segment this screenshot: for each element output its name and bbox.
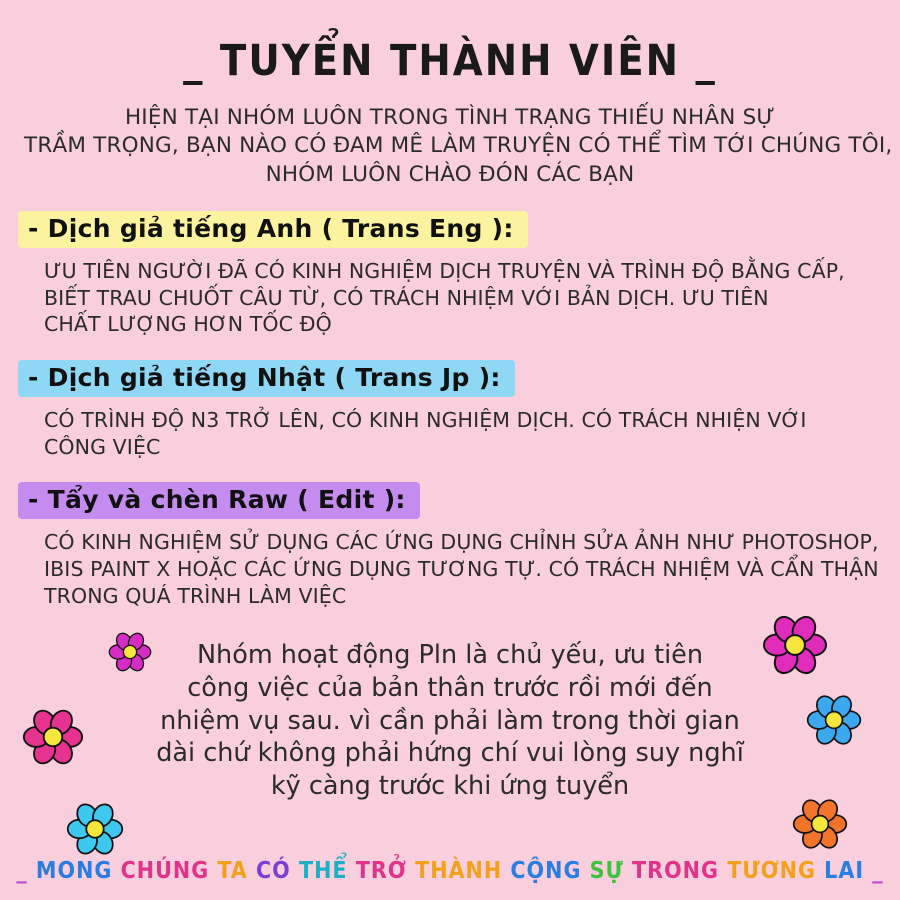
requirement-line: ƯU TIÊN NGƯỜI ĐÃ CÓ KINH NGHIỆM DỊCH TRUYỆN VÀ TRÌNH ĐỘ BẰNG CẤP,: [44, 259, 845, 284]
banner-word: LAI: [824, 858, 873, 884]
section-body-trans-eng: [18, 258, 900, 338]
banner-word: THÀNH: [415, 858, 511, 884]
section-edit: [0, 482, 900, 609]
note-line: công việc của bản thân trước rồi mới đến: [187, 672, 713, 703]
banner-word: CHÚNG: [120, 858, 218, 884]
intro-line: NHÓM LUÔN CHÀO ĐÓN CÁC BẠN: [265, 161, 635, 187]
flower-magenta-left: [108, 630, 152, 674]
section-heading-edit: - Tẩy và chèn Raw ( Edit ):: [18, 482, 420, 519]
requirement-line: CÓ TRÌNH ĐỘ N3 TRỞ LÊN, CÓ KINH NGHIỆM DỊCH. CÓ TRÁCH NHIỆN VỚI: [44, 408, 807, 433]
banner-word: _: [16, 858, 36, 884]
banner-word: THỂ: [298, 858, 356, 884]
section-heading-trans-eng: - Dịch giả tiếng Anh ( Trans Eng ):: [18, 211, 528, 248]
requirement-line: CHẤT LƯỢNG HƠN TỐC ĐỘ: [44, 312, 332, 337]
intro-text: [0, 104, 900, 189]
requirement-line: TRONG QUÁ TRÌNH LÀM VIỆC: [44, 583, 347, 608]
flower-magenta-top-right: [762, 612, 828, 678]
section-heading-trans-jp: - Dịch giả tiếng Nhật ( Trans Jp ):: [18, 360, 515, 397]
note-line: nhiệm vụ sau. vì cần phải làm trong thời gian: [160, 705, 740, 736]
section-trans-eng: [0, 211, 900, 338]
flower-orange-bottom-right: [792, 796, 848, 852]
bottom-banner: [0, 858, 900, 884]
banner-word: CỘNG: [510, 858, 590, 884]
banner-word: SỰ: [589, 858, 633, 884]
intro-line: TRẦM TRỌNG, BẠN NÀO CÓ ĐAM MÊ LÀM TRUYỆN CÓ THỂ TÌM TỚI CHÚNG TÔI,: [24, 133, 893, 159]
note-line: dài chứ không phải hứng chí vui lòng suy nghĩ: [156, 738, 744, 769]
requirement-line: CÔNG VIỆC: [44, 434, 161, 459]
requirement-line: IBIS PAINT X HOẶC CÁC ỨNG DỤNG TƯƠNG TỰ. CÓ TRÁCH NHIỆM VÀ CẨN THẬN: [44, 556, 879, 581]
banner-word: CÓ: [255, 858, 299, 884]
banner-word: _: [872, 858, 884, 884]
note-line: kỹ càng trước khi ứng tuyển: [270, 770, 630, 801]
flower-blue-right: [806, 692, 862, 748]
requirement-line: BIẾT TRAU CHUỐT CÂU TỪ, CÓ TRÁCH NHIỆM VỚI BẢN DỊCH. ƯU TIÊN: [44, 285, 769, 310]
banner-word: TRONG: [632, 858, 728, 884]
intro-line: HIỆN TẠI NHÓM LUÔN TRONG TÌNH TRẠNG THIẾU NHÂN SỰ: [124, 105, 776, 130]
section-trans-jp: [0, 360, 900, 460]
requirement-line: CÓ KINH NGHIỆM SỬ DỤNG CÁC ỨNG DỤNG CHỈNH SỬA ẢNH NHƯ PHOTOSHOP,: [44, 530, 879, 555]
flower-cyan-bottom-left: [66, 800, 124, 858]
banner-word: TA: [217, 858, 256, 884]
flower-pink-left-lower: [22, 706, 84, 768]
section-body-edit: [18, 529, 900, 609]
banner-word: TRỞ: [355, 858, 416, 884]
banner-word: TƯƠNG: [727, 858, 825, 884]
section-body-trans-jp: [18, 407, 900, 460]
page-title: _ TUYỂN THÀNH VIÊN _: [183, 36, 717, 86]
banner-word: MONG: [35, 858, 121, 884]
note-line: Nhóm hoạt động Pln là chủ yếu, ưu tiên: [196, 640, 704, 671]
